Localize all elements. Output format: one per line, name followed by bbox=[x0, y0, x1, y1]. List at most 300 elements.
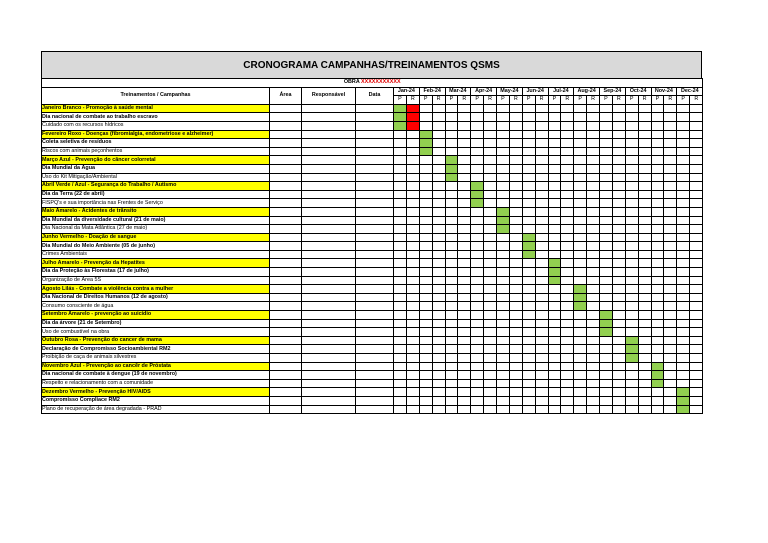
area-cell[interactable] bbox=[270, 139, 302, 148]
realized-cell[interactable] bbox=[612, 207, 625, 216]
planned-cell[interactable] bbox=[445, 233, 458, 242]
realized-cell[interactable] bbox=[587, 130, 600, 139]
planned-cell[interactable] bbox=[651, 207, 664, 216]
planned-cell[interactable] bbox=[471, 156, 484, 165]
planned-subheader[interactable]: P bbox=[445, 96, 458, 105]
planned-cell[interactable] bbox=[625, 405, 638, 414]
realized-cell[interactable] bbox=[664, 173, 677, 182]
planned-cell[interactable] bbox=[419, 285, 432, 294]
activity-name-cell[interactable]: Junho Vermelho - Doação de sangue bbox=[42, 233, 270, 242]
planned-cell[interactable] bbox=[471, 311, 484, 320]
planned-cell[interactable] bbox=[471, 139, 484, 148]
realized-cell[interactable] bbox=[690, 113, 703, 122]
realized-cell[interactable] bbox=[587, 182, 600, 191]
month-header[interactable]: Apr-24 bbox=[471, 87, 497, 96]
planned-cell[interactable] bbox=[497, 396, 510, 405]
realized-cell[interactable] bbox=[587, 250, 600, 259]
realized-cell[interactable] bbox=[458, 139, 471, 148]
planned-cell[interactable] bbox=[522, 164, 535, 173]
realized-cell[interactable] bbox=[458, 190, 471, 199]
realized-cell[interactable] bbox=[664, 147, 677, 156]
responsavel-cell[interactable] bbox=[302, 250, 356, 259]
planned-cell[interactable] bbox=[600, 130, 613, 139]
planned-cell[interactable] bbox=[548, 336, 561, 345]
planned-mark[interactable] bbox=[677, 396, 690, 405]
planned-cell[interactable] bbox=[625, 121, 638, 130]
planned-cell[interactable] bbox=[522, 156, 535, 165]
planned-cell[interactable] bbox=[574, 268, 587, 277]
realized-cell[interactable] bbox=[535, 285, 548, 294]
realized-mark[interactable] bbox=[406, 104, 419, 113]
planned-cell[interactable] bbox=[651, 164, 664, 173]
planned-cell[interactable] bbox=[497, 164, 510, 173]
planned-cell[interactable] bbox=[497, 113, 510, 122]
realized-cell[interactable] bbox=[484, 173, 497, 182]
planned-cell[interactable] bbox=[651, 190, 664, 199]
realized-cell[interactable] bbox=[406, 259, 419, 268]
realized-cell[interactable] bbox=[432, 268, 445, 277]
planned-cell[interactable] bbox=[522, 268, 535, 277]
planned-mark[interactable] bbox=[625, 345, 638, 354]
realized-cell[interactable] bbox=[561, 156, 574, 165]
realized-cell[interactable] bbox=[406, 207, 419, 216]
realized-cell[interactable] bbox=[561, 130, 574, 139]
planned-cell[interactable] bbox=[677, 302, 690, 311]
planned-mark[interactable] bbox=[497, 207, 510, 216]
planned-cell[interactable] bbox=[471, 285, 484, 294]
realized-cell[interactable] bbox=[638, 130, 651, 139]
planned-cell[interactable] bbox=[600, 396, 613, 405]
realized-cell[interactable] bbox=[587, 268, 600, 277]
realized-cell[interactable] bbox=[664, 190, 677, 199]
area-cell[interactable] bbox=[270, 104, 302, 113]
planned-cell[interactable] bbox=[600, 336, 613, 345]
realized-cell[interactable] bbox=[432, 130, 445, 139]
realized-cell[interactable] bbox=[612, 293, 625, 302]
realized-cell[interactable] bbox=[509, 147, 522, 156]
realized-cell[interactable] bbox=[587, 276, 600, 285]
realized-cell[interactable] bbox=[535, 405, 548, 414]
responsavel-cell[interactable] bbox=[302, 371, 356, 380]
realized-cell[interactable] bbox=[484, 242, 497, 251]
planned-cell[interactable] bbox=[471, 388, 484, 397]
planned-cell[interactable] bbox=[445, 225, 458, 234]
planned-cell[interactable] bbox=[497, 121, 510, 130]
realized-cell[interactable] bbox=[509, 173, 522, 182]
data-cell[interactable] bbox=[356, 250, 394, 259]
realized-cell[interactable] bbox=[612, 328, 625, 337]
realized-cell[interactable] bbox=[690, 302, 703, 311]
planned-cell[interactable] bbox=[574, 396, 587, 405]
area-cell[interactable] bbox=[270, 250, 302, 259]
data-cell[interactable] bbox=[356, 225, 394, 234]
realized-cell[interactable] bbox=[484, 233, 497, 242]
realized-cell[interactable] bbox=[664, 242, 677, 251]
data-cell[interactable] bbox=[356, 233, 394, 242]
realized-cell[interactable] bbox=[509, 345, 522, 354]
month-header[interactable]: Jul-24 bbox=[548, 87, 574, 96]
realized-cell[interactable] bbox=[484, 293, 497, 302]
realized-cell[interactable] bbox=[509, 311, 522, 320]
planned-cell[interactable] bbox=[522, 345, 535, 354]
planned-cell[interactable] bbox=[625, 379, 638, 388]
area-cell[interactable] bbox=[270, 345, 302, 354]
planned-cell[interactable] bbox=[522, 362, 535, 371]
area-cell[interactable] bbox=[270, 121, 302, 130]
planned-cell[interactable] bbox=[677, 121, 690, 130]
data-cell[interactable] bbox=[356, 199, 394, 208]
planned-cell[interactable] bbox=[548, 207, 561, 216]
realized-cell[interactable] bbox=[638, 147, 651, 156]
realized-cell[interactable] bbox=[612, 259, 625, 268]
planned-mark[interactable] bbox=[651, 379, 664, 388]
realized-cell[interactable] bbox=[587, 259, 600, 268]
realized-cell[interactable] bbox=[458, 379, 471, 388]
planned-cell[interactable] bbox=[625, 225, 638, 234]
activity-name-cell[interactable]: Dia Mundial do Meio Ambiente (05 de junho) bbox=[42, 242, 270, 251]
planned-cell[interactable] bbox=[419, 199, 432, 208]
planned-cell[interactable] bbox=[625, 104, 638, 113]
realized-cell[interactable] bbox=[509, 336, 522, 345]
realized-cell[interactable] bbox=[612, 147, 625, 156]
planned-cell[interactable] bbox=[394, 139, 407, 148]
planned-cell[interactable] bbox=[497, 182, 510, 191]
planned-cell[interactable] bbox=[574, 405, 587, 414]
responsavel-cell[interactable] bbox=[302, 319, 356, 328]
activity-name-cell[interactable]: Dia da árvore (21 de Setembro) bbox=[42, 319, 270, 328]
realized-cell[interactable] bbox=[535, 139, 548, 148]
planned-cell[interactable] bbox=[394, 182, 407, 191]
realized-cell[interactable] bbox=[432, 225, 445, 234]
planned-cell[interactable] bbox=[419, 233, 432, 242]
planned-cell[interactable] bbox=[497, 311, 510, 320]
planned-cell[interactable] bbox=[548, 285, 561, 294]
realized-cell[interactable] bbox=[458, 182, 471, 191]
realized-cell[interactable] bbox=[690, 182, 703, 191]
planned-cell[interactable] bbox=[600, 354, 613, 363]
area-cell[interactable] bbox=[270, 207, 302, 216]
planned-cell[interactable] bbox=[625, 396, 638, 405]
data-cell[interactable] bbox=[356, 405, 394, 414]
realized-cell[interactable] bbox=[664, 156, 677, 165]
planned-cell[interactable] bbox=[574, 164, 587, 173]
realized-cell[interactable] bbox=[664, 268, 677, 277]
realized-cell[interactable] bbox=[432, 319, 445, 328]
planned-cell[interactable] bbox=[394, 311, 407, 320]
responsavel-cell[interactable] bbox=[302, 276, 356, 285]
planned-cell[interactable] bbox=[574, 319, 587, 328]
planned-cell[interactable] bbox=[471, 293, 484, 302]
planned-subheader[interactable]: P bbox=[522, 96, 535, 105]
planned-cell[interactable] bbox=[548, 354, 561, 363]
realized-cell[interactable] bbox=[406, 362, 419, 371]
realized-cell[interactable] bbox=[484, 311, 497, 320]
area-cell[interactable] bbox=[270, 336, 302, 345]
activity-name-cell[interactable]: Cuidado com os recursos hídricos bbox=[42, 121, 270, 130]
planned-cell[interactable] bbox=[522, 139, 535, 148]
month-header[interactable]: May-24 bbox=[497, 87, 523, 96]
realized-cell[interactable] bbox=[484, 388, 497, 397]
responsavel-cell[interactable] bbox=[302, 345, 356, 354]
planned-cell[interactable] bbox=[574, 345, 587, 354]
realized-cell[interactable] bbox=[458, 225, 471, 234]
planned-cell[interactable] bbox=[522, 396, 535, 405]
data-cell[interactable] bbox=[356, 259, 394, 268]
realized-cell[interactable] bbox=[561, 173, 574, 182]
data-cell[interactable] bbox=[356, 216, 394, 225]
realized-cell[interactable] bbox=[406, 250, 419, 259]
area-cell[interactable] bbox=[270, 242, 302, 251]
realized-subheader[interactable]: R bbox=[561, 96, 574, 105]
realized-cell[interactable] bbox=[406, 164, 419, 173]
realized-cell[interactable] bbox=[458, 276, 471, 285]
planned-cell[interactable] bbox=[471, 113, 484, 122]
data-cell[interactable] bbox=[356, 328, 394, 337]
planned-cell[interactable] bbox=[522, 216, 535, 225]
realized-cell[interactable] bbox=[432, 285, 445, 294]
planned-cell[interactable] bbox=[419, 190, 432, 199]
data-cell[interactable] bbox=[356, 173, 394, 182]
planned-cell[interactable] bbox=[651, 199, 664, 208]
realized-cell[interactable] bbox=[432, 379, 445, 388]
realized-cell[interactable] bbox=[535, 225, 548, 234]
planned-cell[interactable] bbox=[394, 396, 407, 405]
planned-cell[interactable] bbox=[677, 354, 690, 363]
realized-cell[interactable] bbox=[587, 405, 600, 414]
realized-cell[interactable] bbox=[406, 354, 419, 363]
realized-cell[interactable] bbox=[690, 207, 703, 216]
realized-cell[interactable] bbox=[432, 216, 445, 225]
responsavel-cell[interactable] bbox=[302, 354, 356, 363]
planned-cell[interactable] bbox=[651, 130, 664, 139]
realized-subheader[interactable]: R bbox=[587, 96, 600, 105]
area-cell[interactable] bbox=[270, 259, 302, 268]
planned-cell[interactable] bbox=[522, 371, 535, 380]
realized-cell[interactable] bbox=[484, 156, 497, 165]
realized-cell[interactable] bbox=[690, 293, 703, 302]
planned-cell[interactable] bbox=[497, 319, 510, 328]
planned-cell[interactable] bbox=[548, 104, 561, 113]
realized-cell[interactable] bbox=[561, 396, 574, 405]
planned-cell[interactable] bbox=[522, 328, 535, 337]
realized-cell[interactable] bbox=[432, 396, 445, 405]
planned-cell[interactable] bbox=[625, 250, 638, 259]
realized-cell[interactable] bbox=[690, 190, 703, 199]
planned-cell[interactable] bbox=[600, 156, 613, 165]
realized-cell[interactable] bbox=[406, 293, 419, 302]
planned-cell[interactable] bbox=[394, 328, 407, 337]
planned-cell[interactable] bbox=[419, 276, 432, 285]
realized-cell[interactable] bbox=[458, 268, 471, 277]
realized-cell[interactable] bbox=[432, 156, 445, 165]
responsavel-cell[interactable] bbox=[302, 190, 356, 199]
realized-cell[interactable] bbox=[458, 242, 471, 251]
planned-cell[interactable] bbox=[574, 121, 587, 130]
realized-cell[interactable] bbox=[612, 276, 625, 285]
activity-name-cell[interactable]: Consumo consciente de água bbox=[42, 302, 270, 311]
planned-cell[interactable] bbox=[677, 104, 690, 113]
planned-cell[interactable] bbox=[522, 121, 535, 130]
realized-cell[interactable] bbox=[484, 164, 497, 173]
month-header[interactable]: Dec-24 bbox=[677, 87, 703, 96]
realized-cell[interactable] bbox=[561, 216, 574, 225]
planned-cell[interactable] bbox=[471, 268, 484, 277]
planned-cell[interactable] bbox=[574, 362, 587, 371]
responsavel-cell[interactable] bbox=[302, 156, 356, 165]
realized-cell[interactable] bbox=[612, 268, 625, 277]
realized-cell[interactable] bbox=[664, 362, 677, 371]
realized-cell[interactable] bbox=[638, 285, 651, 294]
realized-cell[interactable] bbox=[484, 328, 497, 337]
realized-cell[interactable] bbox=[612, 302, 625, 311]
responsavel-cell[interactable] bbox=[302, 199, 356, 208]
activity-name-cell[interactable]: Dia Mundial da Água bbox=[42, 164, 270, 173]
realized-cell[interactable] bbox=[587, 173, 600, 182]
planned-subheader[interactable]: P bbox=[651, 96, 664, 105]
column-header-area[interactable]: Área bbox=[270, 87, 302, 104]
planned-cell[interactable] bbox=[419, 293, 432, 302]
planned-cell[interactable] bbox=[625, 156, 638, 165]
realized-cell[interactable] bbox=[690, 233, 703, 242]
planned-subheader[interactable]: P bbox=[574, 96, 587, 105]
realized-cell[interactable] bbox=[638, 345, 651, 354]
planned-cell[interactable] bbox=[497, 259, 510, 268]
planned-cell[interactable] bbox=[522, 388, 535, 397]
realized-cell[interactable] bbox=[432, 388, 445, 397]
realized-cell[interactable] bbox=[561, 345, 574, 354]
planned-cell[interactable] bbox=[677, 156, 690, 165]
realized-cell[interactable] bbox=[587, 311, 600, 320]
planned-cell[interactable] bbox=[394, 345, 407, 354]
realized-cell[interactable] bbox=[612, 354, 625, 363]
planned-cell[interactable] bbox=[497, 302, 510, 311]
realized-cell[interactable] bbox=[690, 388, 703, 397]
realized-cell[interactable] bbox=[587, 225, 600, 234]
realized-cell[interactable] bbox=[612, 113, 625, 122]
planned-cell[interactable] bbox=[497, 156, 510, 165]
responsavel-cell[interactable] bbox=[302, 293, 356, 302]
planned-cell[interactable] bbox=[574, 207, 587, 216]
planned-mark[interactable] bbox=[651, 362, 664, 371]
planned-cell[interactable] bbox=[574, 156, 587, 165]
realized-cell[interactable] bbox=[664, 259, 677, 268]
realized-cell[interactable] bbox=[587, 388, 600, 397]
realized-cell[interactable] bbox=[587, 199, 600, 208]
realized-cell[interactable] bbox=[561, 311, 574, 320]
area-cell[interactable] bbox=[270, 190, 302, 199]
realized-cell[interactable] bbox=[690, 354, 703, 363]
planned-cell[interactable] bbox=[394, 233, 407, 242]
realized-cell[interactable] bbox=[561, 328, 574, 337]
realized-cell[interactable] bbox=[484, 285, 497, 294]
planned-cell[interactable] bbox=[497, 362, 510, 371]
realized-cell[interactable] bbox=[664, 285, 677, 294]
realized-cell[interactable] bbox=[509, 216, 522, 225]
area-cell[interactable] bbox=[270, 293, 302, 302]
realized-cell[interactable] bbox=[535, 328, 548, 337]
realized-cell[interactable] bbox=[458, 173, 471, 182]
planned-cell[interactable] bbox=[445, 276, 458, 285]
responsavel-cell[interactable] bbox=[302, 388, 356, 397]
data-cell[interactable] bbox=[356, 130, 394, 139]
planned-cell[interactable] bbox=[600, 302, 613, 311]
realized-cell[interactable] bbox=[690, 362, 703, 371]
realized-cell[interactable] bbox=[509, 225, 522, 234]
month-header[interactable]: Jan-24 bbox=[394, 87, 420, 96]
responsavel-cell[interactable] bbox=[302, 336, 356, 345]
planned-cell[interactable] bbox=[600, 268, 613, 277]
planned-cell[interactable] bbox=[497, 190, 510, 199]
planned-cell[interactable] bbox=[419, 225, 432, 234]
realized-cell[interactable] bbox=[406, 199, 419, 208]
realized-cell[interactable] bbox=[535, 173, 548, 182]
realized-cell[interactable] bbox=[406, 328, 419, 337]
realized-cell[interactable] bbox=[458, 199, 471, 208]
realized-cell[interactable] bbox=[690, 147, 703, 156]
planned-mark[interactable] bbox=[419, 130, 432, 139]
planned-cell[interactable] bbox=[651, 396, 664, 405]
realized-cell[interactable] bbox=[432, 354, 445, 363]
planned-cell[interactable] bbox=[677, 190, 690, 199]
planned-cell[interactable] bbox=[677, 371, 690, 380]
realized-cell[interactable] bbox=[406, 311, 419, 320]
responsavel-cell[interactable] bbox=[302, 233, 356, 242]
planned-cell[interactable] bbox=[600, 242, 613, 251]
realized-cell[interactable] bbox=[458, 336, 471, 345]
planned-cell[interactable] bbox=[419, 250, 432, 259]
planned-cell[interactable] bbox=[471, 233, 484, 242]
realized-cell[interactable] bbox=[484, 354, 497, 363]
realized-cell[interactable] bbox=[561, 121, 574, 130]
realized-cell[interactable] bbox=[432, 190, 445, 199]
planned-mark[interactable] bbox=[394, 104, 407, 113]
data-cell[interactable] bbox=[356, 311, 394, 320]
realized-cell[interactable] bbox=[612, 190, 625, 199]
realized-cell[interactable] bbox=[535, 164, 548, 173]
planned-cell[interactable] bbox=[677, 336, 690, 345]
responsavel-cell[interactable] bbox=[302, 113, 356, 122]
realized-cell[interactable] bbox=[587, 302, 600, 311]
realized-cell[interactable] bbox=[638, 190, 651, 199]
realized-cell[interactable] bbox=[484, 345, 497, 354]
planned-cell[interactable] bbox=[445, 405, 458, 414]
activity-name-cell[interactable]: Janeiro Branco - Promoção à saúde mental bbox=[42, 104, 270, 113]
activity-name-cell[interactable]: Dia Mundial da diversidade cultural (21 de maio) bbox=[42, 216, 270, 225]
realized-cell[interactable] bbox=[484, 396, 497, 405]
realized-cell[interactable] bbox=[406, 233, 419, 242]
data-cell[interactable] bbox=[356, 104, 394, 113]
planned-cell[interactable] bbox=[625, 147, 638, 156]
planned-cell[interactable] bbox=[522, 293, 535, 302]
realized-cell[interactable] bbox=[432, 139, 445, 148]
planned-cell[interactable] bbox=[625, 139, 638, 148]
realized-cell[interactable] bbox=[612, 216, 625, 225]
column-header-responsavel[interactable]: Responsável bbox=[302, 87, 356, 104]
planned-mark[interactable] bbox=[625, 336, 638, 345]
planned-cell[interactable] bbox=[445, 121, 458, 130]
activity-name-cell[interactable]: Crimes Ambientais bbox=[42, 250, 270, 259]
planned-cell[interactable] bbox=[445, 216, 458, 225]
realized-cell[interactable] bbox=[638, 225, 651, 234]
planned-cell[interactable] bbox=[625, 259, 638, 268]
realized-cell[interactable] bbox=[612, 285, 625, 294]
planned-cell[interactable] bbox=[574, 139, 587, 148]
realized-cell[interactable] bbox=[561, 362, 574, 371]
realized-cell[interactable] bbox=[638, 328, 651, 337]
planned-cell[interactable] bbox=[497, 293, 510, 302]
planned-cell[interactable] bbox=[445, 371, 458, 380]
area-cell[interactable] bbox=[270, 276, 302, 285]
